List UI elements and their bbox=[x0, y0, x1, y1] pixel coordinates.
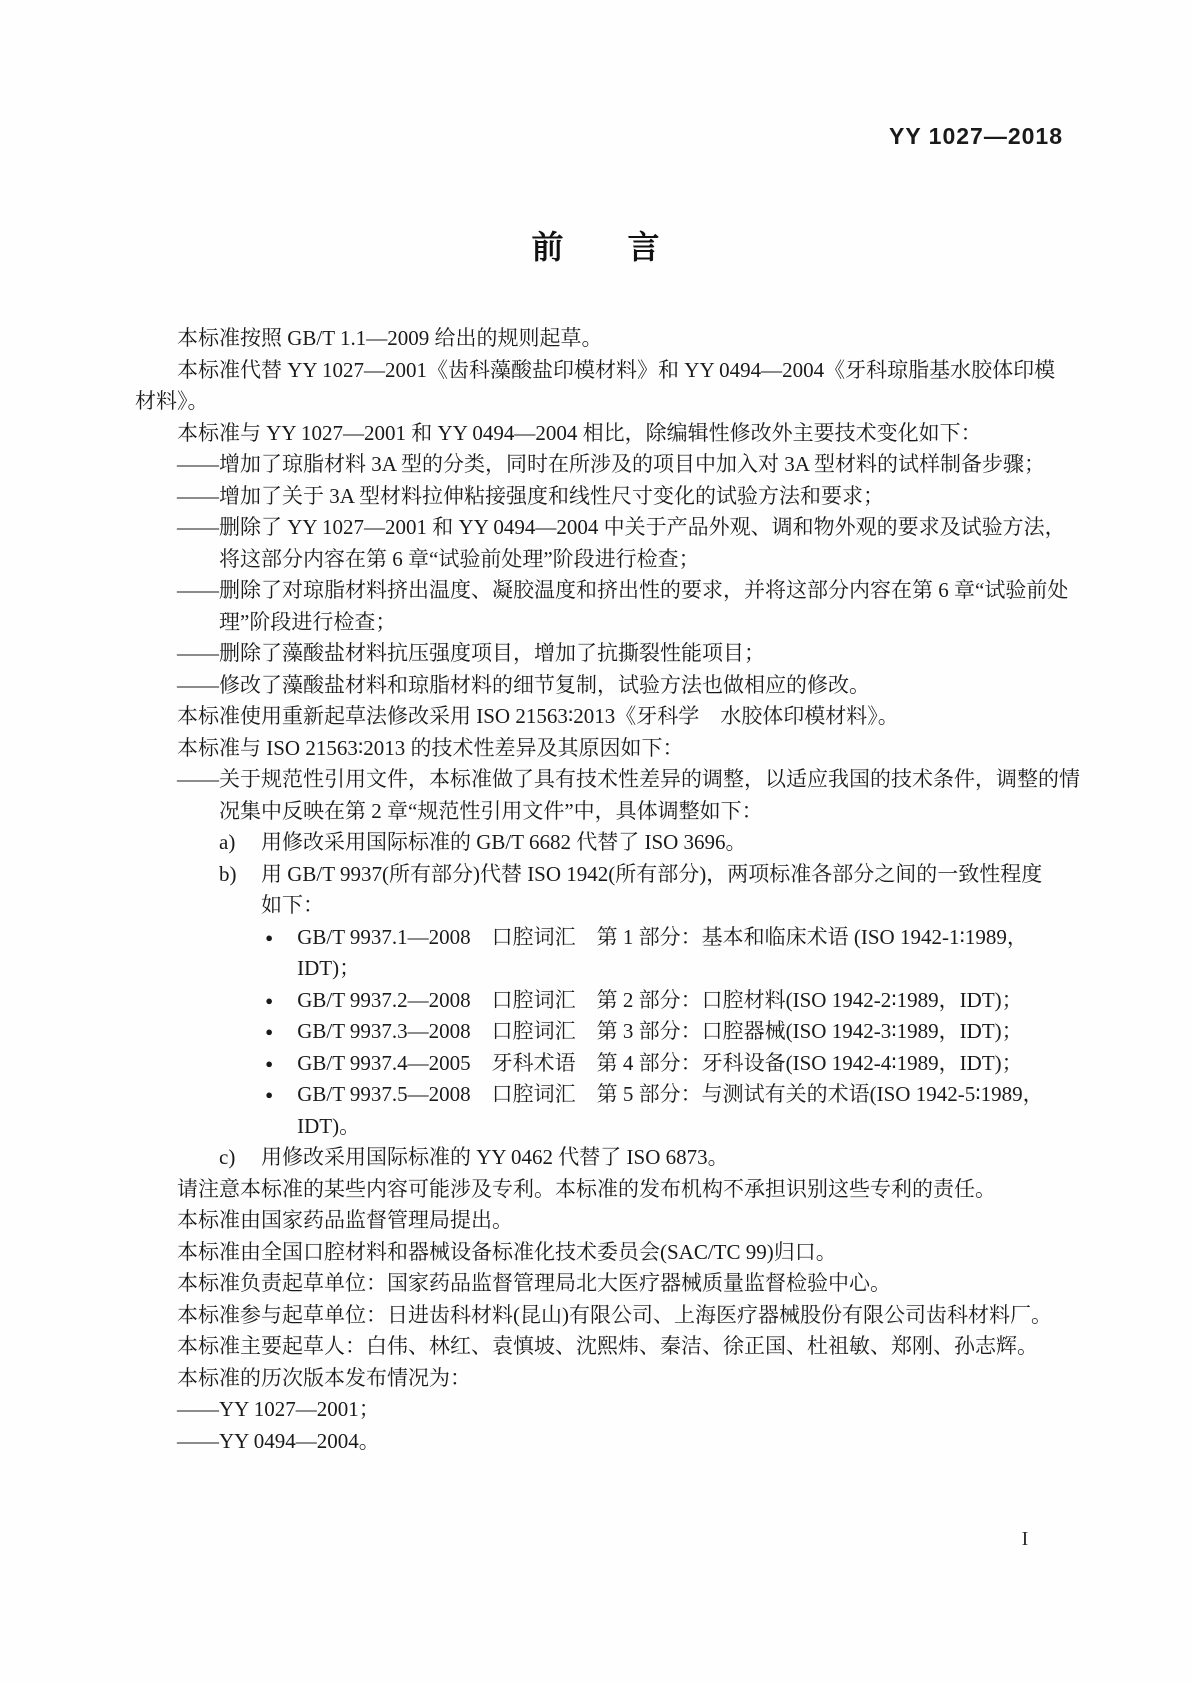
text-line: ● GB/T 9937.4—2005 牙科术语 第 4 部分：牙科设备(ISO 1942-4∶1989，IDT)； bbox=[135, 1048, 1075, 1080]
text-line: 本标准与 ISO 21563∶2013 的技术性差异及其原因如下： bbox=[177, 735, 684, 760]
text-line: ——删除了 YY 1027—2001 和 YY 0494—2004 中关于产品外观、调和物外观的要求及试验方法， bbox=[177, 515, 1066, 539]
text-line: 本标准与 YY 1027—2001 和 YY 0494—2004 相比，除编辑性修改外主要技术变化如下： bbox=[177, 420, 982, 445]
list-item-label: b) bbox=[219, 861, 237, 886]
list-item-label: —— bbox=[177, 641, 219, 665]
text-line: 如下： bbox=[261, 893, 324, 917]
text-line: ——关于规范性引用文件，本标准做了具有技术性差异的调整，以适应我国的技术条件，调整的情 bbox=[177, 767, 1080, 791]
text-line: 将这部分内容在第 6 章“试验前处理”阶段进行检查； bbox=[219, 546, 700, 571]
list-item-label: —— bbox=[177, 515, 219, 539]
page-number: I bbox=[1021, 1528, 1029, 1550]
list-item-label: a) bbox=[219, 830, 236, 854]
text-line: 材料》。 bbox=[135, 389, 209, 413]
text-line: 本标准主要起草人：白伟、林红、袁慎坡、沈熙炜、秦洁、徐正国、杜祖敏、郑刚、孙志辉。 bbox=[177, 1334, 1038, 1358]
list-item-label: —— bbox=[177, 452, 219, 476]
text-line: ● GB/T 9937.5—2008 口腔词汇 第 5 部分：与测试有关的术语(ISO 1942-5∶1989， bbox=[135, 1079, 1075, 1111]
text-line: 本标准代替 YY 1027—2001《齿科藻酸盐印模材料》和 YY 0494—2004《牙科琼脂基水胶体印模 bbox=[177, 357, 1056, 382]
text-line: 本标准由国家药品监督管理局提出。 bbox=[177, 1208, 513, 1232]
text-line: ● GB/T 9937.1—2008 口腔词汇 第 1 部分：基本和临床术语 (ISO 1942-1∶1989， bbox=[135, 922, 1075, 954]
text-line: ——YY 0494—2004。 bbox=[177, 1428, 380, 1453]
text-line: 本标准负责起草单位：国家药品监督管理局北大医疗器械质量监督检验中心。 bbox=[177, 1271, 891, 1295]
bullet-icon: ● bbox=[265, 992, 274, 1008]
list-item-label: —— bbox=[177, 483, 219, 508]
text-line: ——YY 1027—2001； bbox=[177, 1397, 380, 1421]
page-title: 前 言 bbox=[531, 229, 660, 265]
list-item-label: —— bbox=[177, 1428, 219, 1453]
text-line: 本标准按照 GB/T 1.1—2009 给出的规则起草。 bbox=[177, 326, 603, 350]
list-item-label: —— bbox=[177, 1397, 219, 1421]
text-line: ——删除了对琼脂材料挤出温度、凝胶温度和挤出性的要求，并将这部分内容在第 6 章“试验前处 bbox=[177, 578, 1069, 602]
text-line: IDT)。 bbox=[297, 1113, 361, 1138]
bullet-icon: ● bbox=[265, 1024, 274, 1039]
bullet-icon: ● bbox=[265, 1087, 274, 1102]
foreword-body bbox=[135, 323, 1080, 1457]
text-line: ——删除了藻酸盐材料抗压强度项目，增加了抗撕裂性能项目； bbox=[177, 641, 765, 665]
bullet-icon: ● bbox=[265, 929, 274, 945]
text-line: 本标准参与起草单位：日进齿科材料(昆山)有限公司、上海医疗器械股份有限公司齿科材料厂。 bbox=[177, 1302, 1052, 1327]
text-line: ——增加了关于 3A 型材料拉伸粘接强度和线性尺寸变化的试验方法和要求； bbox=[177, 483, 885, 508]
text-line: 本标准由全国口腔材料和器械设备标准化技术委员会(SAC/TC 99)归口。 bbox=[177, 1239, 837, 1264]
text-line: IDT)； bbox=[297, 956, 361, 980]
text-line: 请注意本标准的某些内容可能涉及专利。本标准的发布机构不承担识别这些专利的责任。 bbox=[177, 1176, 996, 1201]
list-item-label: —— bbox=[177, 767, 219, 791]
text-line: ● GB/T 9937.3—2008 口腔词汇 第 3 部分：口腔器械(ISO 1942-3∶1989，IDT)； bbox=[135, 1016, 1075, 1048]
text-line: a) 用修改采用国际标准的 GB/T 6682 代替了 ISO 3696。 bbox=[135, 827, 1075, 859]
text-line: ——增加了琼脂材料 3A 型的分类，同时在所涉及的项目中加入对 3A 型材料的试样制备步骤； bbox=[177, 452, 1046, 476]
text-line: ——修改了藻酸盐材料和琼脂材料的细节复制，试验方法也做相应的修改。 bbox=[177, 672, 870, 697]
text-line: 本标准的历次版本发布情况为： bbox=[177, 1365, 471, 1390]
text-line: 况集中反映在第 2 章“规范性引用文件”中，具体调整如下： bbox=[219, 798, 763, 823]
list-item-label: —— bbox=[177, 578, 219, 602]
text-line: 理”阶段进行检查； bbox=[219, 609, 397, 634]
list-item-label: —— bbox=[177, 672, 219, 697]
text-line: 本标准使用重新起草法修改采用 ISO 21563∶2013《牙科学 水胶体印模材料》。 bbox=[177, 704, 899, 728]
text-line: ● GB/T 9937.2—2008 口腔词汇 第 2 部分：口腔材料(ISO 1942-2∶1989，IDT)； bbox=[135, 985, 1075, 1017]
text-line: b) 用 GB/T 9937(所有部分)代替 ISO 1942(所有部分)，两项标准各部分之间的一致性程度 bbox=[135, 859, 1075, 891]
list-item-label: c) bbox=[219, 1145, 236, 1169]
standard-number: YY 1027—2018 bbox=[889, 123, 1063, 149]
text-line: c) 用修改采用国际标准的 YY 0462 代替了 ISO 6873。 bbox=[135, 1142, 1075, 1174]
bullet-icon: ● bbox=[265, 1055, 274, 1071]
